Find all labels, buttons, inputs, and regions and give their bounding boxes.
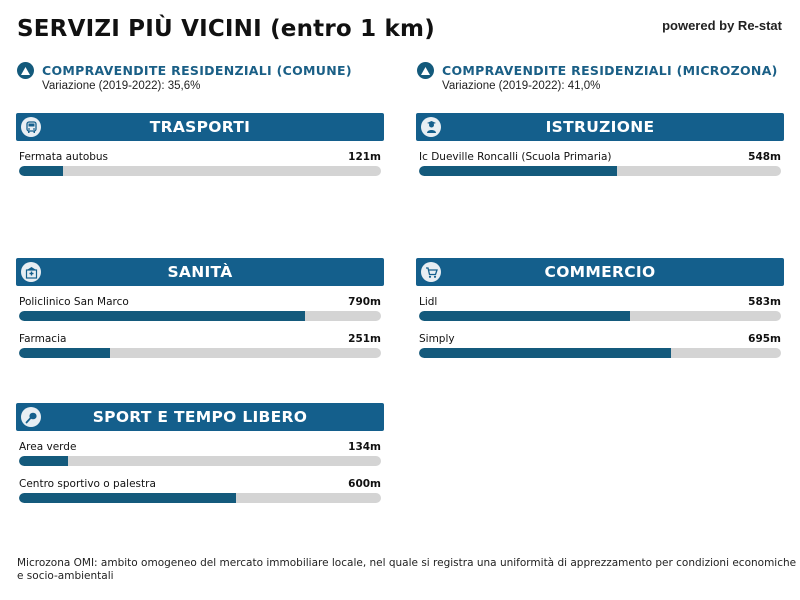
distance-bar-fill: [419, 348, 671, 358]
section-header: [416, 113, 784, 141]
list-item: [16, 149, 384, 176]
distance-bar-fill: [19, 311, 305, 321]
item-distance: 583m: [748, 296, 781, 308]
list-item: [416, 331, 784, 358]
section-commercio: [416, 258, 784, 358]
list-item: [16, 331, 384, 358]
section-header: [16, 113, 384, 141]
section-title: ISTRUZIONE: [545, 118, 655, 136]
footnote: Microzona OMI: ambito omogeneo del mercato immobiliare locale, nel quale si registra una uniformità di apprezzamento per condizioni economiche e socio-ambientali: [17, 557, 797, 582]
triangle-up-icon: [417, 62, 434, 79]
item-distance: 548m: [748, 151, 781, 163]
bus-icon: [21, 117, 41, 137]
section-sanita: [16, 258, 384, 358]
list-item: [416, 149, 784, 176]
list-item: [16, 476, 384, 503]
distance-bar: [19, 311, 381, 321]
list-item: [16, 439, 384, 466]
item-name: Lidl: [419, 296, 438, 308]
item-distance: 251m: [348, 333, 381, 345]
racket-icon: [21, 407, 41, 427]
section-header: [16, 258, 384, 286]
section-trasporti: [16, 113, 384, 176]
item-name: Policlinico San Marco: [19, 296, 129, 308]
stat-subtitle: Variazione (2019-2022): 41,0%: [442, 80, 601, 92]
item-distance: 600m: [348, 478, 381, 490]
distance-bar-fill: [419, 166, 617, 176]
distance-bar-fill: [419, 311, 630, 321]
distance-bar: [19, 456, 381, 466]
distance-bar: [19, 166, 381, 176]
section-title: TRASPORTI: [149, 118, 251, 136]
item-distance: 134m: [348, 441, 381, 453]
section-title: SANITÀ: [167, 263, 233, 281]
page-title: SERVIZI PIÙ VICINI (entro 1 km): [17, 16, 435, 42]
section-title: SPORT E TEMPO LIBERO: [92, 408, 308, 426]
list-item: [16, 294, 384, 321]
hospital-icon: [21, 262, 41, 282]
distance-bar: [419, 311, 781, 321]
student-icon: [421, 117, 441, 137]
distance-bar: [419, 348, 781, 358]
item-distance: 695m: [748, 333, 781, 345]
list-item: [416, 294, 784, 321]
item-distance: 790m: [348, 296, 381, 308]
distance-bar: [419, 166, 781, 176]
distance-bar-fill: [19, 456, 68, 466]
stat-microzona: [417, 62, 778, 92]
item-name: Simply: [419, 333, 455, 345]
distance-bar: [19, 493, 381, 503]
triangle-up-icon: [17, 62, 34, 79]
powered-by-label: powered by Re-stat: [662, 18, 782, 33]
stat-title: COMPRAVENDITE RESIDENZIALI (MICROZONA): [442, 63, 778, 78]
cart-icon: [421, 262, 441, 282]
stat-title: COMPRAVENDITE RESIDENZIALI (COMUNE): [42, 63, 352, 78]
stat-comune: [17, 62, 352, 92]
section-title: COMMERCIO: [544, 263, 656, 281]
section-header: [16, 403, 384, 431]
distance-bar-fill: [19, 493, 236, 503]
item-name: Fermata autobus: [19, 151, 109, 163]
distance-bar-fill: [19, 166, 63, 176]
item-name: Farmacia: [19, 333, 67, 345]
item-distance: 121m: [348, 151, 381, 163]
item-name: Area verde: [19, 441, 77, 453]
distance-bar: [19, 348, 381, 358]
item-name: Ic Dueville Roncalli (Scuola Primaria): [419, 151, 612, 163]
distance-bar-fill: [19, 348, 110, 358]
section-sport: [16, 403, 384, 503]
section-istruzione: [416, 113, 784, 176]
section-header: [416, 258, 784, 286]
item-name: Centro sportivo o palestra: [19, 478, 156, 490]
stat-subtitle: Variazione (2019-2022): 35,6%: [42, 80, 201, 92]
